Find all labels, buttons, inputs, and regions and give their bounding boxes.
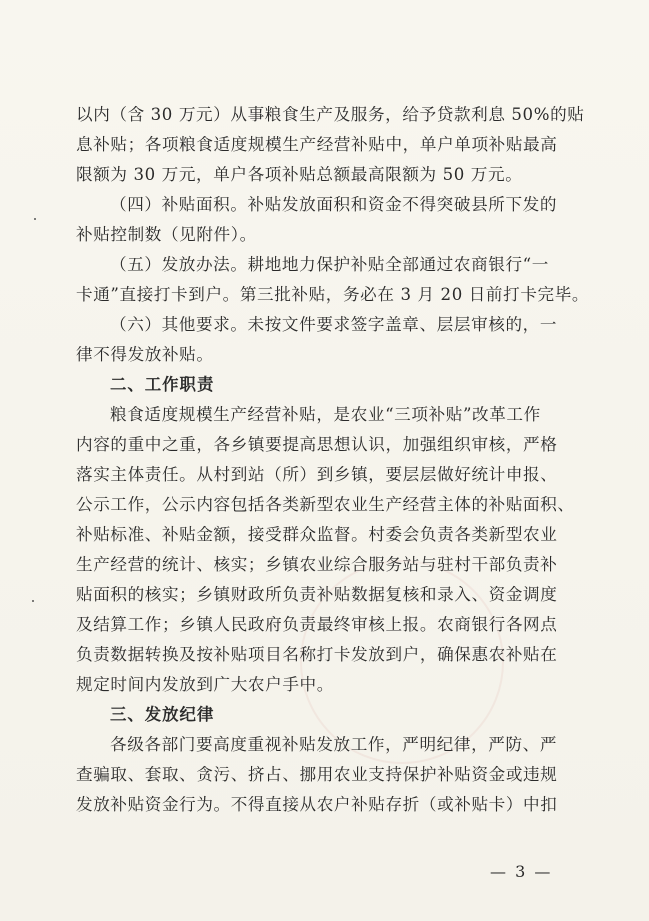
page-number: — 3 — [490, 862, 553, 881]
body-text-line: 各级各部门要高度重视补贴发放工作，严明纪律，严防、严 [110, 735, 558, 754]
body-text-line: 生产经营的统计、核实；乡镇农业综合服务站与驻村干部负责补 [76, 555, 558, 574]
body-text-line: （六）其他要求。未按文件要求签字盖章、层层审核的，一 [110, 315, 558, 334]
body-text-line: 查骗取、套取、贪污、挤占、挪用农业支持保护补贴资金或违规 [76, 765, 558, 784]
body-text-line: 卡通”直接打卡到户。第三批补贴，务必在 3 月 20 日前打卡完毕。 [76, 285, 590, 304]
body-text-line: 限额为 30 万元，单户各项补贴总额最高限额为 50 万元。 [76, 165, 523, 184]
body-text-line: 负责数据转换及按补贴项目名称打卡发放到户，确保惠农补贴在 [76, 645, 558, 664]
body-text-line: 补贴标准、补贴金额，接受群众监督。村委会负责各类新型农业 [76, 525, 558, 544]
body-text-line: 以内（含 30 万元）从事粮食生产及服务，给予贷款利息 50%的贴 [76, 105, 585, 124]
body-text-line: 公示工作，公示内容包括各类新型农业生产经营主体的补贴面积、 [76, 495, 575, 514]
body-text-line: 及结算工作；乡镇人民政府负责最终审核上报。农商银行各网点 [76, 615, 558, 634]
body-text-line: 规定时间内发放到广大农户手中。 [76, 675, 334, 694]
section-heading: 二、工作职责 [110, 375, 215, 394]
body-text-line: 贴面积的核实；乡镇财政所负责补贴数据复核和录入、资金调度 [76, 585, 558, 604]
body-text-line: 补贴控制数（见附件）。 [76, 225, 257, 244]
body-text-line: 粮食适度规模生产经营补贴，是农业“三项补贴”改革工作 [110, 405, 541, 424]
body-text-line: （四）补贴面积。补贴发放面积和资金不得突破县所下发的 [110, 195, 558, 214]
margin-mark-dot [34, 218, 36, 220]
body-text-line: 律不得发放补贴。 [76, 345, 214, 364]
body-text-line: 内容的重中之重，各乡镇要提高思想认识，加强组织审核，严格 [76, 435, 558, 454]
margin-mark-dot [32, 600, 34, 602]
body-text-line: 发放补贴资金行为。不得直接从农户补贴存折（或补贴卡）中扣 [76, 795, 558, 814]
body-text-line: （五）发放办法。耕地地力保护补贴全部通过农商银行“一 [110, 255, 549, 274]
body-text-line: 息补贴；各项粮食适度规模生产经营补贴中，单户单项补贴最高 [76, 135, 558, 154]
body-text-line: 落实主体责任。从村到站（所）到乡镇，要层层做好统计申报、 [76, 465, 558, 484]
section-heading: 三、发放纪律 [110, 705, 215, 724]
document-body [76, 100, 590, 820]
